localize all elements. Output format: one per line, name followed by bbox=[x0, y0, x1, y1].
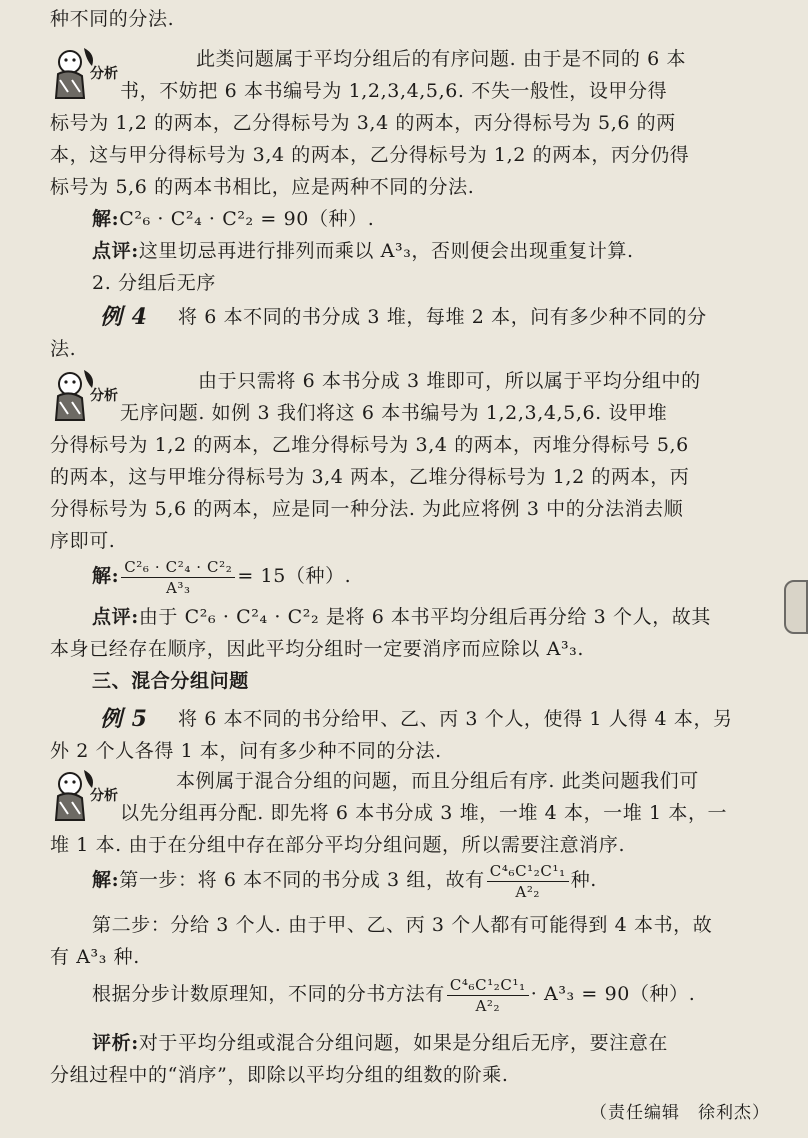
review-label: 评析: bbox=[92, 1032, 139, 1054]
text-line: 标号为 5,6 的两本书相比，应是两种不同的分法. bbox=[50, 176, 475, 198]
text-line: 堆 1 本. 由于在分组中存在部分平均分组问题，所以需要注意消序. bbox=[50, 834, 626, 856]
text-line: 此类问题属于平均分组后的有序问题. 由于是不同的 6 本 bbox=[196, 48, 687, 70]
text-line: 本例属于混合分组的问题，而且分组后有序. 此类问题我们可 bbox=[176, 770, 699, 792]
analysis-icon bbox=[50, 762, 118, 826]
comment-line bbox=[92, 604, 711, 630]
text-line: 法. bbox=[50, 338, 77, 360]
comment-line bbox=[92, 238, 634, 264]
editor-credit: （责任编辑 徐利杰） bbox=[590, 1103, 770, 1123]
fraction-denominator: A²₂ bbox=[475, 996, 501, 1015]
text-line: 有 A³₃ 种. bbox=[50, 946, 140, 968]
solution-text: C²₆ · C²₄ · C²₂ = 90（种）. bbox=[119, 208, 375, 230]
solution-line bbox=[92, 206, 374, 232]
review-line bbox=[92, 1030, 668, 1056]
solution-tail: 种. bbox=[570, 869, 597, 891]
review-text: 对于平均分组或混合分组问题，如果是分组后无序，要注意在 bbox=[138, 1032, 669, 1054]
analysis-icon bbox=[50, 40, 118, 104]
analysis-label: 分析 bbox=[90, 788, 118, 804]
text-line: 书，不妨把 6 本书编号为 1,2,3,4,5,6. 不失一般性，设甲分得 bbox=[120, 80, 668, 102]
comment-label: 点评: bbox=[92, 606, 139, 628]
solution-text: 第一步：将 6 本不同的书分成 3 组，故有 bbox=[119, 869, 485, 891]
solution-label: 解: bbox=[92, 869, 120, 891]
text-line: 第二步：分给 3 个人. 由于甲、乙、丙 3 个人都有可能得到 4 本书，故 bbox=[92, 914, 713, 936]
final-text: 根据分步计数原理知，不同的分书方法有 bbox=[92, 983, 445, 1005]
fraction bbox=[121, 557, 235, 598]
fraction bbox=[487, 861, 569, 902]
fraction-denominator: A²₂ bbox=[515, 882, 541, 901]
comment-text: 这里切忌再进行排列而乘以 A³₃，否则便会出现重复计算. bbox=[138, 240, 634, 262]
fraction-numerator: C²₆ · C²₄ · C²₂ bbox=[121, 557, 235, 578]
example-label: 例 4 bbox=[100, 304, 148, 330]
solution-tail: = 15（种）. bbox=[237, 565, 352, 587]
example-label: 例 5 bbox=[100, 706, 148, 732]
fraction bbox=[447, 975, 529, 1016]
analysis-label: 分析 bbox=[90, 388, 118, 404]
text-line: 分得标号为 1,2 的两本，乙堆分得标号为 3,4 的两本，丙堆分得标号 5,6 bbox=[50, 434, 689, 456]
text-line: 分组过程中的“消序”，即除以平均分组的组数的阶乘. bbox=[50, 1064, 509, 1086]
fraction-numerator: C⁴₆C¹₂C¹₁ bbox=[487, 861, 569, 882]
text-line: 由于只需将 6 本书分成 3 堆即可，所以属于平均分组中的 bbox=[198, 370, 701, 392]
fraction-numerator: C⁴₆C¹₂C¹₁ bbox=[447, 975, 529, 996]
analysis-icon bbox=[50, 362, 118, 426]
text-line: 外 2 个人各得 1 本，问有多少种不同的分法. bbox=[50, 740, 442, 762]
solution-label: 解: bbox=[92, 565, 120, 587]
text-line: 以先分组再分配. 即先将 6 本书分成 3 堆，一堆 4 本，一堆 1 本，一 bbox=[120, 802, 728, 824]
section-title: 三、混合分组问题 bbox=[92, 670, 249, 692]
text-line: 无序问题. 如例 3 我们将这 6 本书编号为 1,2,3,4,5,6. 设甲堆 bbox=[120, 402, 668, 424]
text-line: 种不同的分法. bbox=[50, 8, 175, 30]
fraction-denominator: A³₃ bbox=[165, 578, 191, 597]
section-title: 2. 分组后无序 bbox=[92, 272, 216, 294]
solution-line bbox=[92, 554, 351, 598]
comment-text: 由于 C²₆ · C²₄ · C²₂ 是将 6 本书平均分组后再分给 3 个人，故其 bbox=[138, 606, 711, 628]
text-line: 序即可. bbox=[50, 530, 116, 552]
text-line: 将 6 本不同的书分给甲、乙、丙 3 个人，使得 1 人得 4 本，另 bbox=[178, 708, 733, 730]
comment-label: 点评: bbox=[92, 240, 139, 262]
page-edge-tab bbox=[784, 580, 808, 634]
text-line: 的两本，这与甲堆分得标号为 3,4 两本，乙堆分得标号为 1,2 的两本，丙 bbox=[50, 466, 690, 488]
text-line: 将 6 本不同的书分成 3 堆，每堆 2 本，问有多少种不同的分 bbox=[178, 306, 707, 328]
text-line: 分得标号为 5,6 的两本，应是同一种分法. 为此应将例 3 中的分法消去顺 bbox=[50, 498, 684, 520]
solution-line bbox=[92, 858, 597, 902]
solution-label: 解: bbox=[92, 208, 120, 230]
analysis-label: 分析 bbox=[90, 66, 118, 82]
final-tail: · A³₃ = 90（种）. bbox=[530, 983, 696, 1005]
text-line: 本，这与甲分得标号为 3,4 的两本，乙分得标号为 1,2 的两本，丙分仍得 bbox=[50, 144, 690, 166]
text-line: 标号为 1,2 的两本，乙分得标号为 3,4 的两本，丙分得标号为 5,6 的两 bbox=[50, 112, 676, 134]
text-line: 本身已经存在顺序，因此平均分组时一定要消序而应除以 A³₃. bbox=[50, 638, 585, 660]
final-line bbox=[92, 972, 695, 1016]
